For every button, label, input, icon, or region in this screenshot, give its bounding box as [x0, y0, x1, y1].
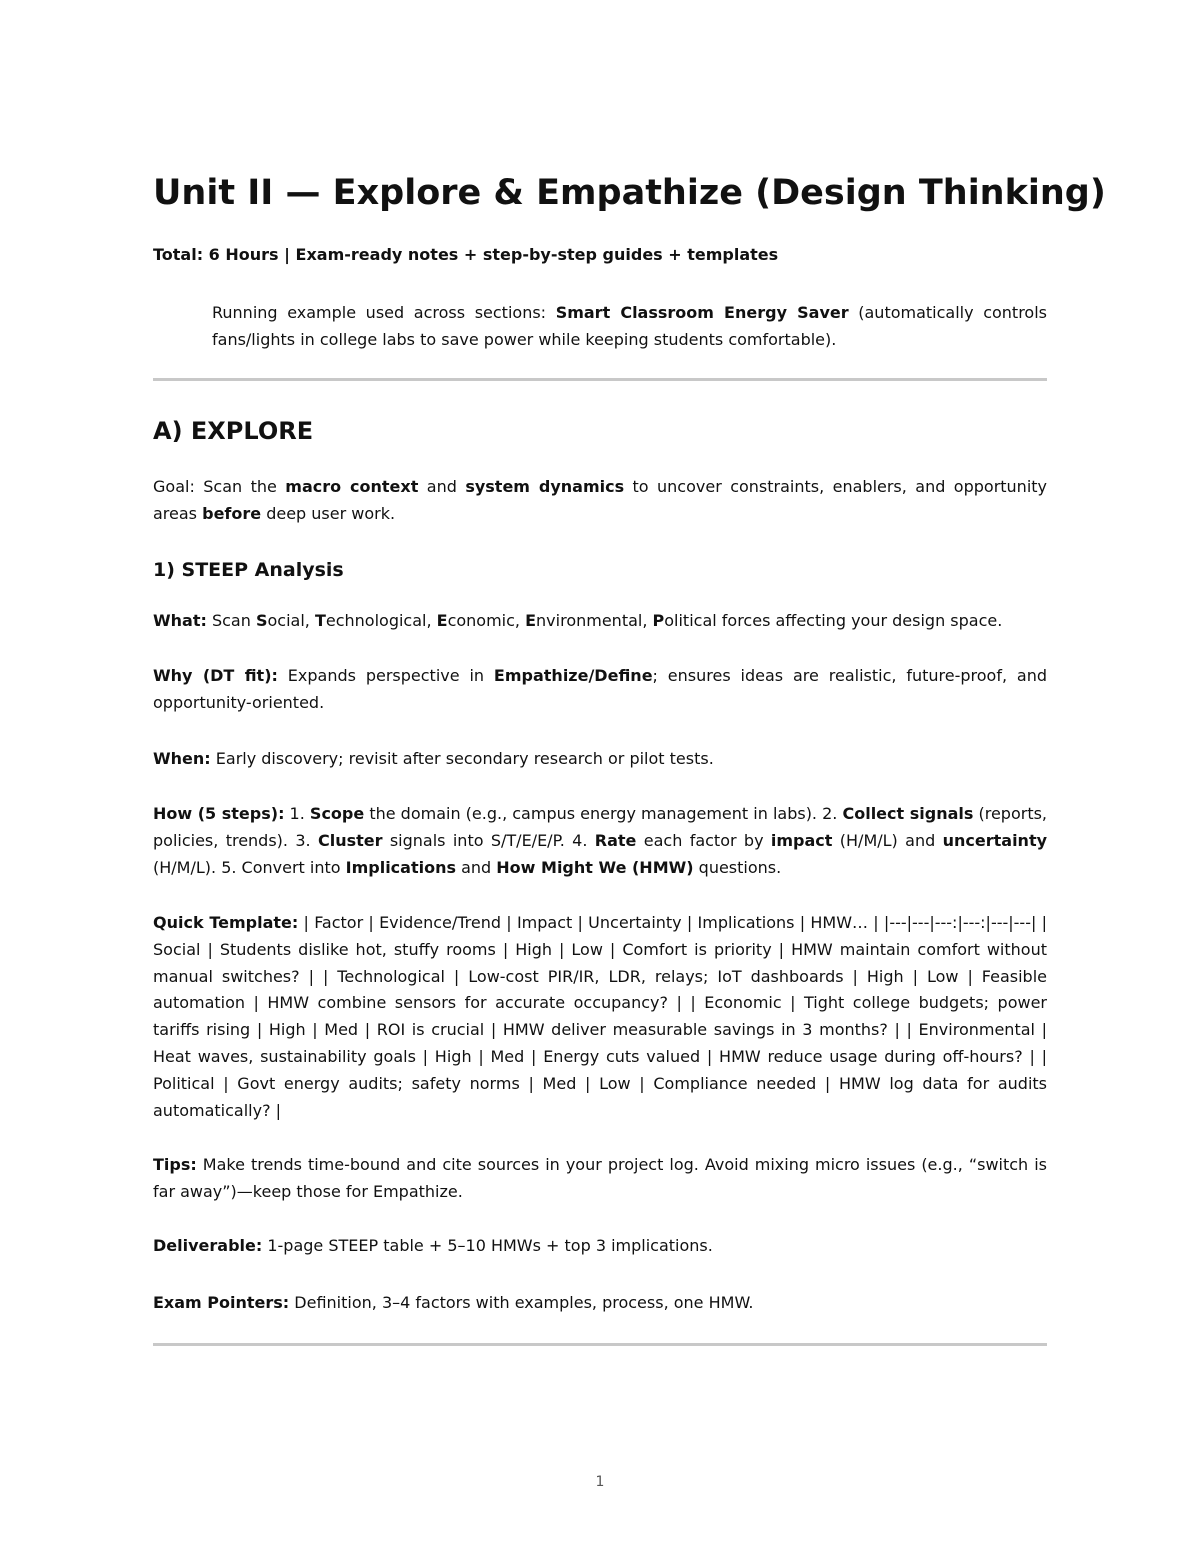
exam-pointers-text: Definition, 3–4 factors with examples, process, one HMW. [289, 1293, 754, 1312]
steep-letter: T [314, 611, 326, 630]
how-emphasis: How Might We (HMW) [496, 857, 694, 877]
steep-tips-paragraph [153, 1152, 1047, 1206]
what-text: ocial, [267, 611, 315, 630]
how-text: questions. [693, 857, 782, 877]
why-text: ; ensures ideas are realistic, future-proof, and opportunity-oriented. [153, 666, 1048, 712]
steep-letter: E [436, 611, 448, 630]
callout-rest: (automatically controls fans/lights in college labs to save power while keeping students comfortable). [212, 303, 1047, 349]
callout-lead: Running example used across sections: [212, 303, 556, 322]
how-text: (H/M/L) and [832, 830, 943, 850]
template-label: Quick Template: [153, 913, 299, 932]
how-emphasis: Cluster [317, 830, 383, 850]
what-text: Scan [206, 611, 256, 630]
how-text: signals into S/T/E/E/P. 4. [382, 830, 595, 850]
steep-when-paragraph [153, 746, 1047, 773]
how-text: the domain (e.g., campus energy management in labs). 2. [364, 804, 843, 823]
section-heading-explore: A) EXPLORE [153, 417, 314, 445]
how-text: 1. [284, 804, 310, 823]
deliverable-text: 1-page STEEP table + 5–10 HMWs + top 3 implications. [262, 1236, 713, 1255]
goal-text: to uncover constraints, enablers, and opportunity areas [153, 477, 1048, 523]
when-label: When: [153, 749, 211, 768]
callout-example-name: Smart Classroom Energy Saver [555, 303, 849, 322]
steep-why-paragraph [153, 663, 1047, 717]
how-emphasis: uncertainty [942, 830, 1048, 850]
tips-text: Make trends time-bound and cite sources in your project log. Avoid mixing micro issues (e.g., “switch is far away”)—keep those for Empathize. [153, 1155, 1047, 1201]
exam-pointers-label: Exam Pointers: [153, 1293, 290, 1312]
goal-emphasis: macro context [285, 477, 419, 496]
how-emphasis: Collect signals [842, 804, 974, 823]
goal-text: and [418, 477, 466, 496]
what-text: conomic, [447, 611, 526, 630]
how-emphasis: impact [770, 830, 833, 850]
goal-emphasis: system dynamics [465, 477, 625, 496]
document-title: Unit II — Explore & Empathize (Design Thinking) [153, 173, 1106, 213]
what-text: nvironmental, [536, 611, 653, 630]
steep-letter: P [652, 611, 665, 630]
running-example-callout [212, 299, 1047, 353]
steep-letter: S [255, 611, 268, 630]
steep-letter: E [525, 611, 537, 630]
how-text: (H/M/L). 5. Convert into [153, 857, 346, 877]
steep-exam-pointers-paragraph [153, 1290, 1047, 1317]
how-label: How (5 steps): [153, 804, 285, 823]
what-text: echnological, [325, 611, 437, 630]
how-emphasis: Scope [309, 804, 365, 823]
deliverable-label: Deliverable: [153, 1236, 263, 1255]
explore-goal-paragraph [153, 474, 1047, 528]
page-number: 1 [595, 1474, 605, 1490]
template-text: | Factor | Evidence/Trend | Impact | Uncertainty | Implications | HMW… | |---|---|---:|---:|---|---| | Social | Students dislike hot, stuffy rooms | High | Low | Comfort is priority | HMW maintain comfort without manual switches? | | Technological | Low-cost PIR/IR, LDR, relays; IoT dashboards | High | Low | Feasible automation | HMW combine sensors for accurate occupancy? | | Economic | Tight college budgets; power tariffs rising | High | Med | ROI is crucial | HMW deliver measurable savings in 3 months? | | Environmental | Heat waves, sustainability goals | High | Med | Energy cuts valued | HMW reduce usage during off-hours? | | Political | Govt energy audits; safety norms | Med | Low | Compliance needed | HMW log data for audits automatically? | [153, 913, 1048, 1120]
how-text: each factor by [636, 830, 771, 850]
what-label: What: [153, 611, 207, 630]
why-text: Expands perspective in [277, 666, 494, 685]
section-divider [153, 1343, 1047, 1346]
how-text: (reports, policies, trends). 3. [153, 804, 1048, 850]
document-subtitle: Total: 6 Hours | Exam-ready notes + step-by-step guides + templates [153, 245, 779, 264]
subsection-heading-steep: 1) STEEP Analysis [153, 559, 344, 581]
section-divider [153, 378, 1047, 381]
goal-text: Goal: Scan the [153, 477, 286, 496]
how-emphasis: Rate [594, 830, 637, 850]
goal-text: deep user work. [261, 503, 396, 523]
steep-quick-template-paragraph [153, 910, 1047, 1124]
how-text: and [456, 857, 497, 877]
how-emphasis: Implications [345, 857, 456, 877]
tips-label: Tips: [153, 1155, 197, 1174]
steep-deliverable-paragraph [153, 1233, 1047, 1260]
steep-what-paragraph [153, 608, 1047, 635]
what-text: olitical forces affecting your design space. [664, 611, 1003, 630]
why-label: Why (DT fit): [153, 666, 278, 685]
when-text: Early discovery; revisit after secondary research or pilot tests. [210, 749, 714, 768]
why-emphasis: Empathize/Define [493, 666, 653, 685]
goal-emphasis: before [202, 503, 262, 523]
steep-how-paragraph [153, 801, 1047, 881]
